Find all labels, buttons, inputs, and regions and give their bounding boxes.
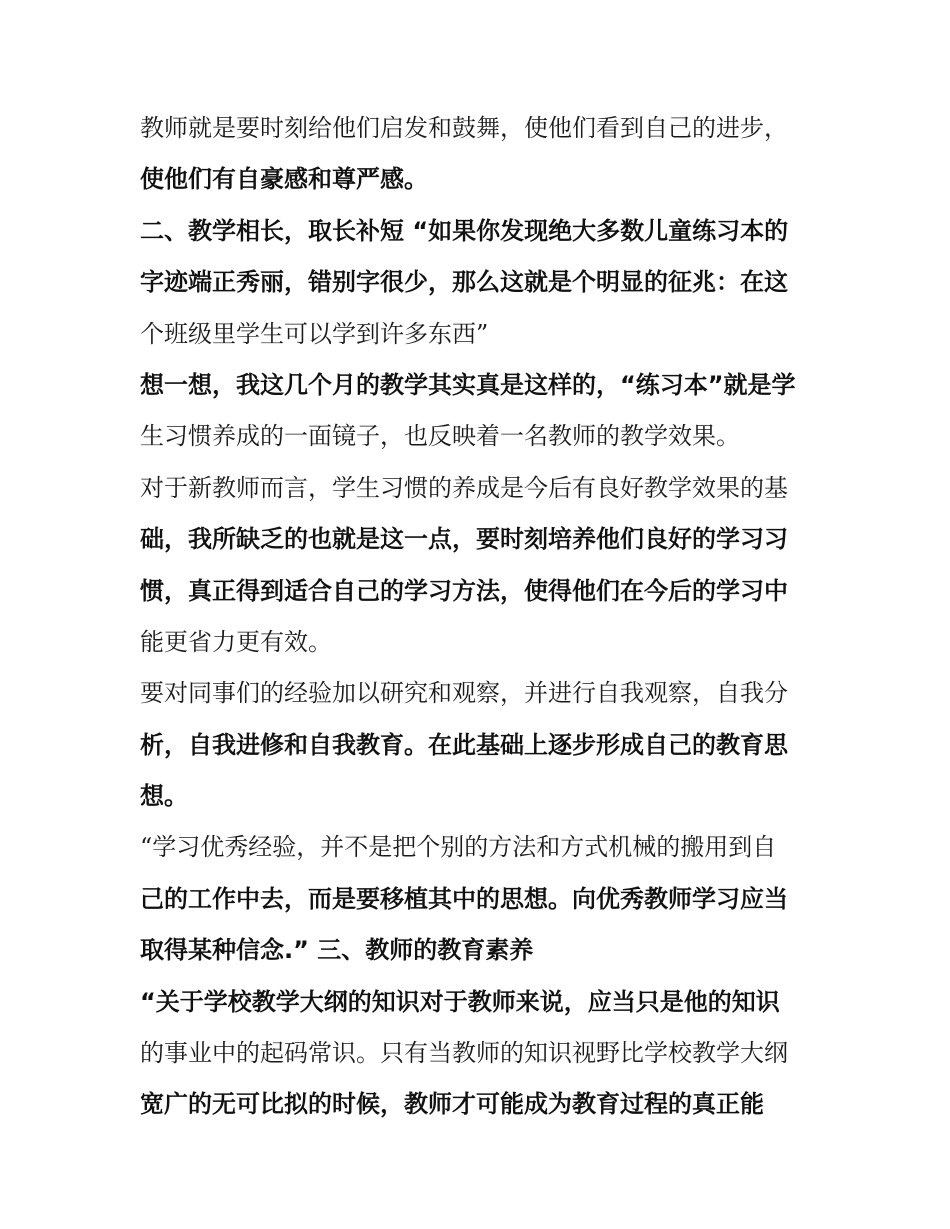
text-line-7: 生习惯养成的一面镜子，也反映着一名教师的教学效果。 (140, 422, 740, 451)
text-line-15: “学习优秀经验，并不是把个别的方法和方式机械的搬用到自 (140, 833, 777, 862)
text-line-10: 惯，真正得到适合自己的学习方法，使得他们在今后的学习中 (140, 576, 788, 605)
document-body (140, 103, 820, 1131)
text-line-1: 教师就是要时刻给他们启发和鼓舞，使他们看到自己的进步， (140, 114, 788, 142)
text-line-9: 础，我所缺乏的也就是这一点，要时刻培养他们良好的学习习 (140, 525, 788, 554)
text-line-5: 个班级里学生可以学到许多东西” (140, 319, 489, 348)
text-line-12: 要对同事们的经验加以研究和观察，并进行自我观察，自我分 (140, 679, 788, 708)
text-line-11: 能更省力更有效。 (140, 627, 332, 656)
text-line-4: 字迹端正秀丽，错别字很少，那么这就是个明显的征兆：在这 (140, 268, 788, 297)
text-line-19: 的事业中的起码常识。只有当教师的知识视野比学校教学大纲 (140, 1039, 788, 1068)
text-line-14: 想。 (140, 782, 188, 811)
text-line-20: 宽广的无可比拟的时候，教师才可能成为教育过程的真正能 (140, 1090, 764, 1119)
text-line-18: “关于学校教学大纲的知识对于教师来说，应当只是他的知识 (140, 987, 780, 1016)
text-line-8: 对于新教师而言，学生习惯的养成是今后有良好教学效果的基 (140, 473, 788, 502)
text-line-6: 想一想，我这几个月的教学其实真是这样的，“练习本”就是学 (140, 370, 796, 399)
text-line-13: 析，自我进修和自我教育。在此基础上逐步形成自己的教育思 (140, 730, 788, 759)
text-line-2: 使他们有自豪感和尊严感。 (140, 165, 428, 194)
text-line-17: 取得某种信念.” 三、教师的教育素养 (140, 936, 534, 965)
text-line-16: 己的工作中去，而是要移植其中的思想。向优秀教师学习应当 (140, 884, 788, 913)
text-line-3: 二、教学相长，取长补短 “如果你发现绝大多数儿童练习本的 (140, 216, 789, 245)
